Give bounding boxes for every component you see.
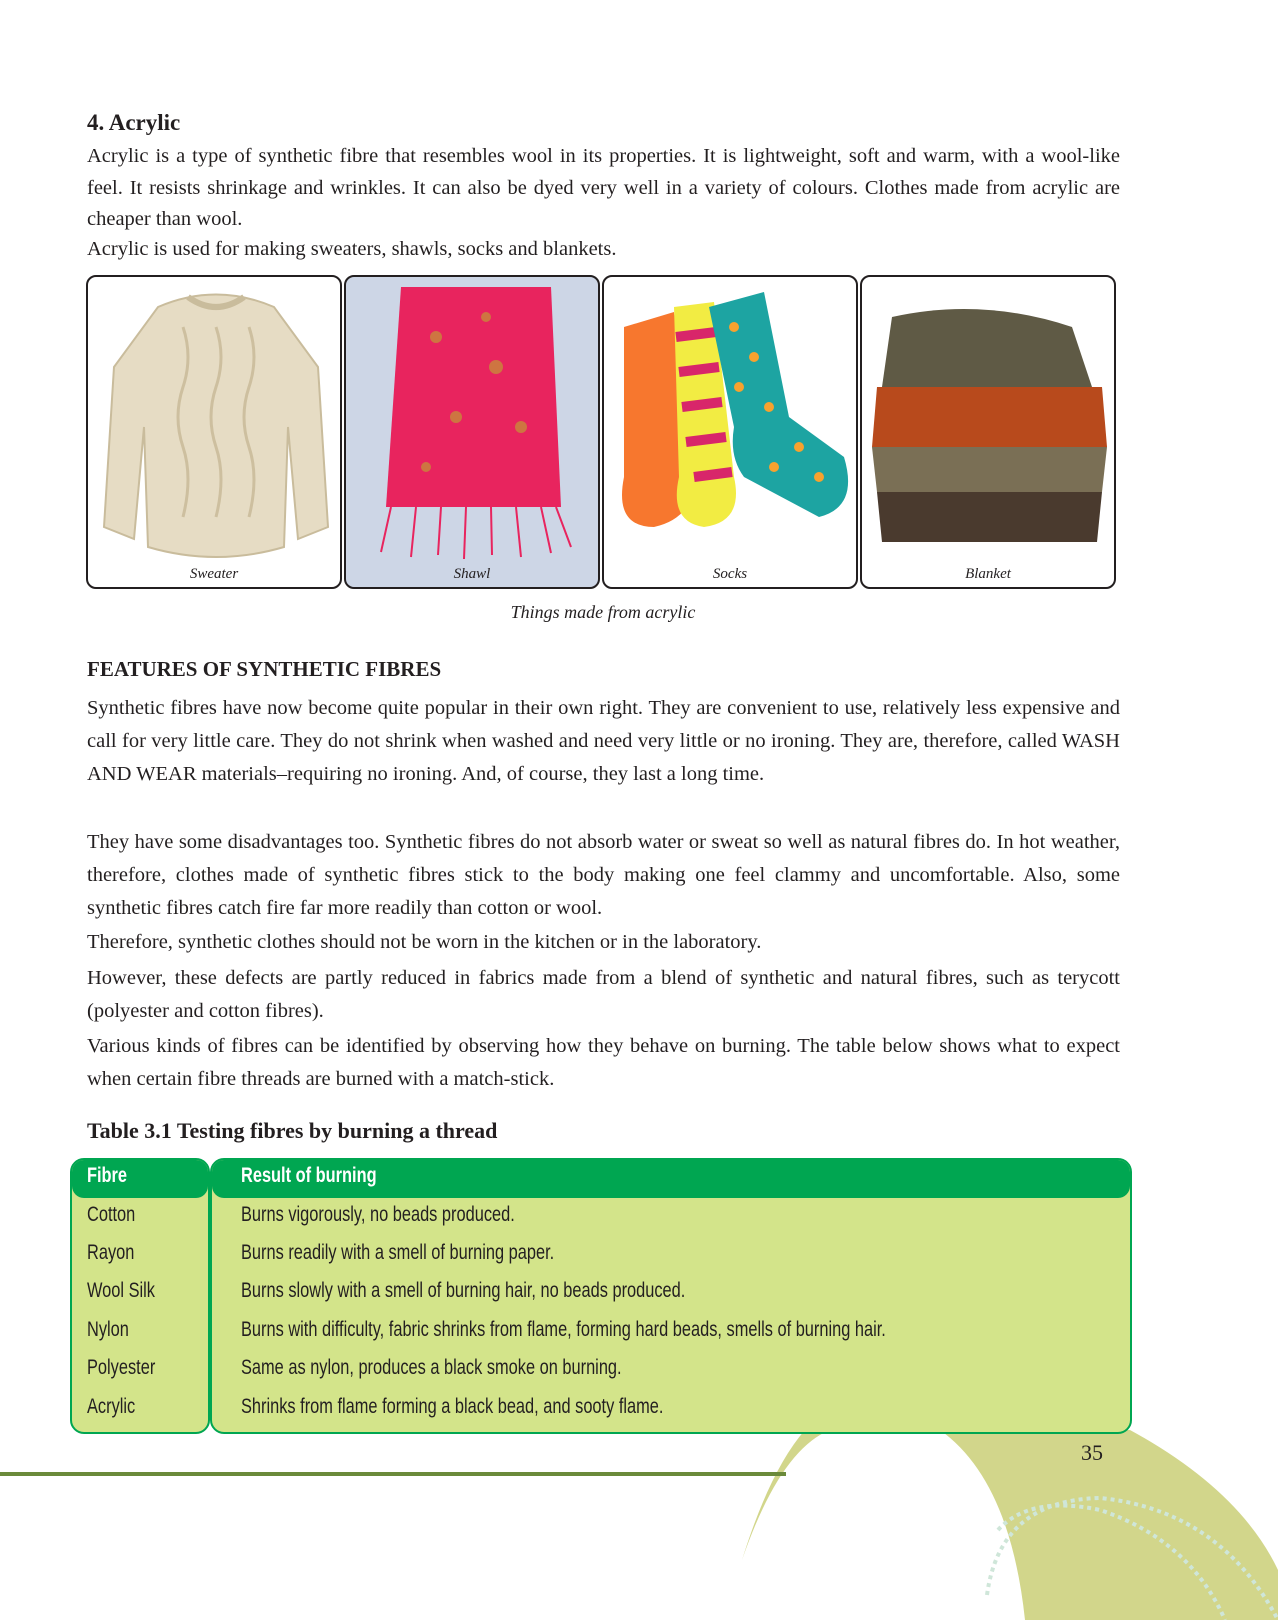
header-result: Result of burning (241, 1164, 377, 1187)
paragraph: Synthetic fibres have now become quite popular in their own right. They are convenient to use, relatively less expensive and call for very little care. They do not shrink when washed and need very little or no ironing. They are, therefore, called WASH AND WEAR materials–requiring no ironing. And, of course, they last a long time. (87, 697, 1120, 785)
footer-line (0, 1472, 786, 1476)
table-cell-fibre: Wool Silk (87, 1279, 155, 1302)
image-label: Socks (712, 566, 748, 582)
shawl-image (346, 277, 600, 589)
figure-caption: Things made from acrylic (510, 602, 696, 622)
image-label: Shawl (453, 566, 491, 582)
table-cell-result: Burns with difficulty, fabric shrinks from flame, forming hard beads, smells of burning hair. (241, 1318, 886, 1341)
sweater-image (88, 277, 342, 589)
socks-image (604, 277, 858, 589)
table-cell-fibre: Cotton (87, 1203, 136, 1226)
image-label: Sweater (189, 566, 239, 582)
table-cell-fibre: Acrylic (87, 1395, 136, 1418)
image-socks (602, 275, 858, 589)
table-cell-result: Same as nylon, produces a black smoke on burning. (241, 1356, 622, 1379)
features-heading: FEATURES OF SYNTHETIC FIBRES (87, 657, 442, 681)
fibre-table (70, 1158, 1132, 1434)
paragraph: They have some disadvantages too. Synthetic fibres do not absorb water or sweat so well as natural fibres do. In hot weather, therefore, clothes made of synthetic fibres stick to the body making one feel clammy and uncomfortable. Also, some synthetic fibres catch fire far more readily than cotton or wool. (87, 831, 1120, 919)
image-sweater (86, 275, 342, 589)
table-cell-fibre: Polyester (87, 1356, 156, 1379)
section-heading: 4. Acrylic (87, 110, 181, 135)
table-cell-result: Burns slowly with a smell of burning hair, no beads produced. (241, 1279, 686, 1302)
image-shawl (344, 275, 600, 589)
paragraph: Various kinds of fibres can be identified by observing how they behave on burning. The table below shows what to expect when certain fibre threads are burned with a match-stick. (87, 1035, 1120, 1090)
table-title: Table 3.1 Testing fibres by burning a thread (87, 1118, 498, 1143)
image-label: Blanket (965, 566, 1011, 582)
paragraph: However, these defects are partly reduced in fabrics made from a blend of synthetic and natural fibres, such as terycott (polyester and cotton fibres). (87, 967, 1120, 1022)
decorative-arcs (700, 1430, 1278, 1620)
table-cell-result: Burns vigorously, no beads produced. (241, 1203, 515, 1226)
paragraph: Acrylic is used for making sweaters, shawls, socks and blankets. (87, 238, 617, 260)
image-blanket (860, 275, 1116, 589)
header-fibre: Fibre (87, 1164, 128, 1187)
paragraph: Acrylic is a type of synthetic fibre that resembles wool in its properties. It is lightweight, soft and warm, with a wool-like feel. It resists shrinkage and wrinkles. It can also be dyed very well in a variety of colours. Clothes made from acrylic are cheaper than wool. (87, 145, 1120, 230)
table-cell-result: Burns readily with a smell of burning paper. (241, 1241, 555, 1264)
table-cell-result: Shrinks from flame forming a black bead, and sooty flame. (241, 1395, 664, 1418)
table-cell-fibre: Rayon (87, 1241, 135, 1264)
paragraph: Therefore, synthetic clothes should not be worn in the kitchen or in the laboratory. (87, 931, 762, 953)
table-cell-fibre: Nylon (87, 1318, 129, 1341)
page-number: 35 (1081, 1440, 1103, 1465)
blanket-image (862, 277, 1116, 589)
